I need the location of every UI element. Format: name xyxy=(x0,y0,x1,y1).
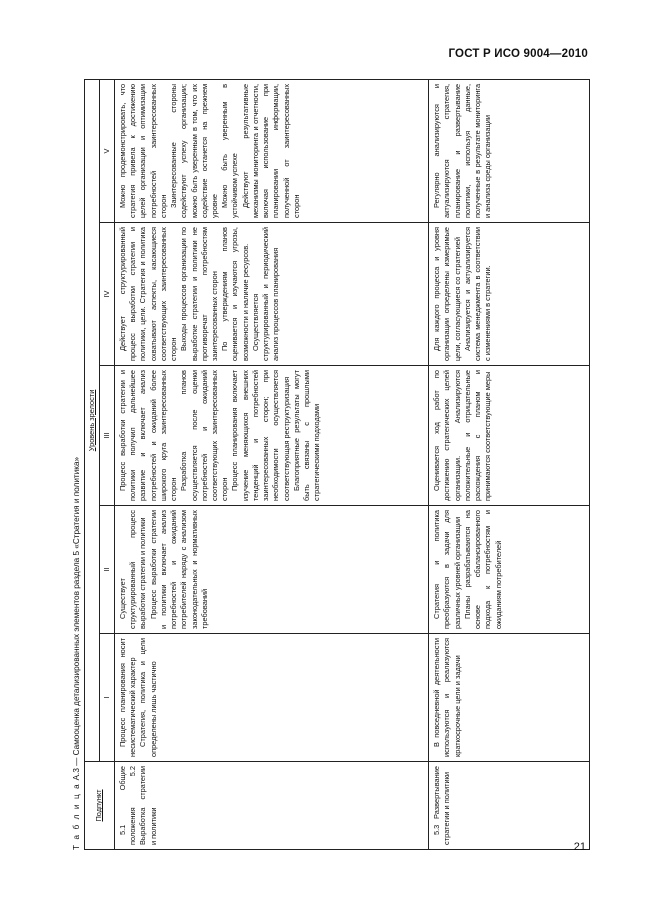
header-level-2: II xyxy=(100,506,115,634)
header-subsection: Подпункт xyxy=(85,762,115,850)
row1-level-2: Существует структурированный процесс выработки стратегии и политики Процесс выработки стратегии и политики включает анализ потребностей и ожиданий потребителей наряду с анализом законодательных и нормативных требований xyxy=(115,506,429,634)
row2-level-2: Стратегия и политика преобразуются в задачи для различных уровней организации Планы разрабатываются на основе сбалансированного подхода к потребностям и ожиданиям потребителей xyxy=(429,506,590,634)
standard-header: ГОСТ Р ИСО 9004—2010 xyxy=(448,48,588,60)
maturity-table xyxy=(84,79,590,850)
header-level-4: IV xyxy=(100,223,115,366)
table-row xyxy=(429,79,590,849)
table-caption xyxy=(70,80,84,850)
header-level-5: V xyxy=(100,79,115,222)
row1-level-1: Процесс планирования носит несистематический характер Стратегия, политика и цели определены лишь частично xyxy=(115,634,429,762)
row1-level-3: Процесс выработки стратегии и политики получил дальнейшее развитие и включает анализ потребностей и ожиданий более широкого круга заинтересованных сторон Разработка планов осуществляется после оценки потребностей и ожиданий соответствующих заинтересованных сторон Процесс планирования включает изучение меняющихся внешних тенденций и потребностей заинтересованных сторон; при необходимости осуществляется соответствующая реструктуризация Благоприятные результаты могут быть связаны с прошлыми стратегическими подходами xyxy=(115,366,429,506)
row1-level-5: Можно продемонстрировать, что стратегия привела к достижению целей организации и оптимизации потребностей заинтересованных сторон Заинтересованные стороны содействуют успеху организации; можно быть уверенным в том, что их содействие останется на прежнем уровне Можно быть уверенным в устойчивом успехе Действуют результативные механизмы мониторинга и отчетности, включая использование при планировании информации, полученной от заинтересованных сторон xyxy=(115,79,429,222)
caption-prefix: Т а б л и ц а xyxy=(72,782,81,850)
header-level-1: I xyxy=(100,634,115,762)
row1-level-4: Действует структурированный процесс выработки стратегии и политики, цели. Стратегия и политика охватывают аспекты, касающиеся соответствующих заинтересованных сторон Выходы процессов организации по выработке стратегии и политики не противоречат потребностям заинтересованных сторон По утверждениям планов оценивается и изучаются угрозы, возможности и наличие ресурсов. Осуществляется структурированный и периодический анализ процессов планирования xyxy=(115,223,429,366)
row2-subsection: 5.3 Развертывание стратегии и политики xyxy=(429,762,590,850)
row2-level-1: В повседневной деятельности используются и реализуются краткосрочные цели и задачи xyxy=(429,634,590,762)
row1-subsection: 5.1 Общие положения 5.2 Выработка стратегии и политики xyxy=(115,762,429,850)
caption-text: А.3 — Самооценка детализированных элементов раздела 5 «Стратегия и политика» xyxy=(72,456,81,781)
row2-level-3: Оценивается ход работ по достижению стратегических целей организации. Анализируются положительные и отрицательные расхождения с планом и принимаются соответствующие меры xyxy=(429,366,590,506)
row2-level-4: Для каждого процесса и уровня организации определены измеримые цели, согласующиеся со стратегией Анализируется и актуализируется система менеджмента в соответствии с изменениями в стратегии. xyxy=(429,223,590,366)
page-number: 21 xyxy=(573,841,586,853)
row2-level-5: Регулярно анализируются и актуализируются стратегия, планирование и развертывание политики, используя данные, полученные в результате мониторинга и анализа среды организации xyxy=(429,79,590,222)
rotated-table-block xyxy=(70,80,590,850)
header-level-3: III xyxy=(100,366,115,506)
table-row xyxy=(115,79,429,849)
header-maturity: Уровень зрелости xyxy=(85,79,100,761)
